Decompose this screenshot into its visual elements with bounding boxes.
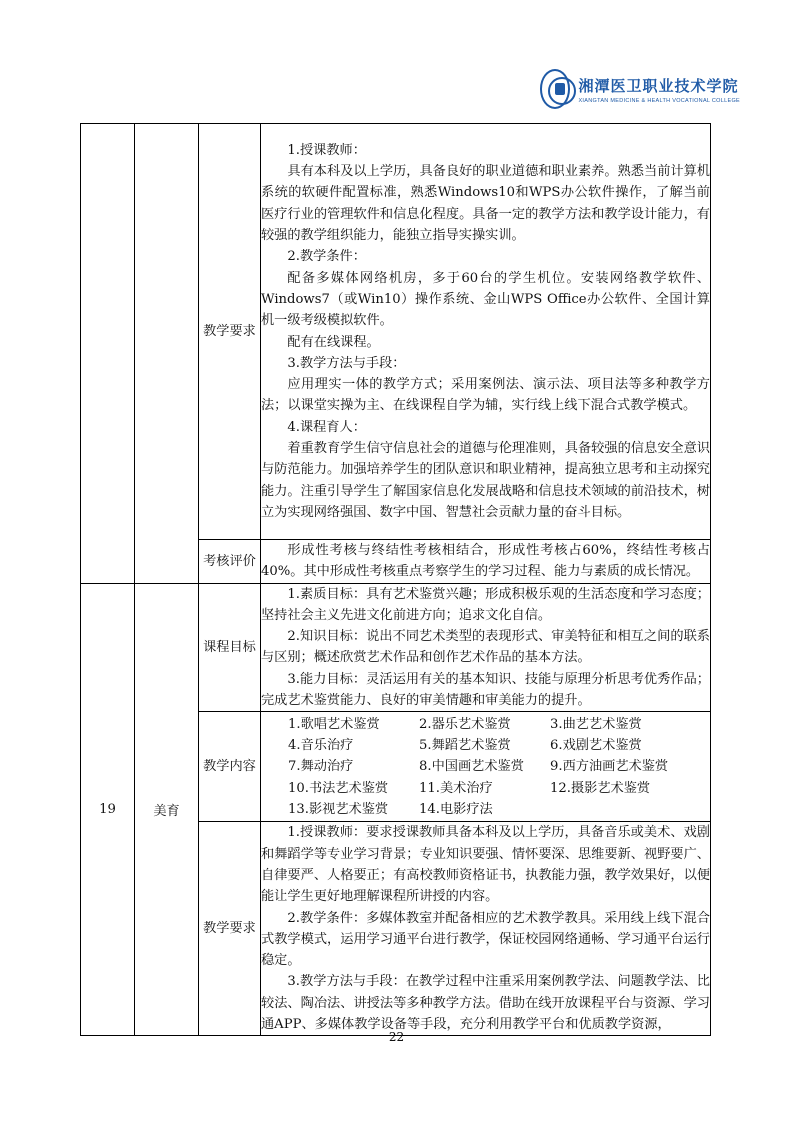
requirements-label-cell: [199, 822, 261, 1036]
school-logo: [540, 66, 740, 112]
list-item: 13.影视艺术鉴赏: [288, 801, 389, 817]
curriculum-table: [80, 123, 711, 1036]
requirements-body: [261, 124, 711, 540]
paragraph: 形成性考核与终结性考核相结合，形成性考核占60%，终结性考核占40%。其中形成性考核重点考察学生的学习过程、能力与素质的成长情况。: [261, 543, 710, 580]
school-name-en: XIANGTAN MEDICINE & HEALTH VOCATIONAL COLLEGE: [578, 97, 740, 104]
content-body: [261, 712, 711, 822]
paragraph: 3.教学方法与手段：: [287, 355, 406, 371]
prev-course-number-cell: [81, 124, 135, 584]
list-item: 6.戏剧艺术鉴赏: [550, 737, 642, 753]
content-list: [261, 714, 710, 820]
paragraph: 具有本科及以上学历，具备良好的职业道德和职业素养。熟悉当前计算机系统的软硬件配置标准，熟悉Windows10和WPS办公软件操作，了解当前医疗行业的管理软件和信息化程度。具备一定的教学方法和教学设计能力，有较强的教学组织能力，能独立指导实操实训。: [261, 164, 710, 244]
list-item: 14.电影疗法: [419, 801, 493, 817]
paragraph: 应用理实一体的教学方式；采用案例法、演示法、项目法等多种教学方法；以课堂实操为主、在线课程自学为辅，实行线上线下混合式教学模式。: [261, 377, 710, 414]
prev-course-name-cell: [135, 124, 199, 584]
list-item: 9.西方油画艺术鉴赏: [550, 759, 669, 775]
paragraph: 1.授课教师：: [287, 142, 366, 158]
paragraph: 2.知识目标：说出不同艺术类型的表现形式、审美特征和相互之间的联系与区别；概述欣赏艺术作品和创作艺术作品的基本方法。: [261, 629, 710, 666]
list-item: 4.音乐治疗: [288, 737, 354, 753]
list-item: 1.歌唱艺术鉴赏: [288, 716, 380, 732]
paragraph: 2.教学条件：: [287, 249, 366, 265]
list-item: 11.美术治疗: [419, 780, 493, 796]
list-item: 10.书法艺术鉴赏: [288, 780, 389, 796]
paragraph: 3.能力目标：灵活运用有关的基本知识、技能与原理分析思考优秀作品；完成艺术鉴赏能力、良好的审美情趣和审美能力的提升。: [261, 671, 710, 709]
objectives-label-cell: [199, 583, 261, 712]
list-item: 3.曲艺艺术鉴赏: [550, 716, 642, 732]
course-name: 美育: [135, 583, 199, 1036]
content-label: 教学内容: [203, 759, 256, 775]
objectives-body: [261, 583, 711, 712]
list-item: 8.中国画艺术鉴赏: [419, 759, 524, 775]
assessment-label: 考核评价: [203, 553, 256, 569]
course-number: 19: [81, 583, 135, 1036]
requirements-body: [261, 822, 711, 1036]
assessment-label-cell: [199, 540, 261, 584]
paragraph: 配有在线课程。: [287, 334, 380, 350]
requirements-label-cell: [199, 124, 261, 540]
paragraph: 1.素质目标：具有艺术鉴赏兴趣；形成积极乐观的生活态度和学习态度；坚持社会主义先进文化前进方向；追求文化自信。: [261, 586, 710, 623]
list-item: 2.器乐艺术鉴赏: [419, 716, 511, 732]
paragraph: 2.教学条件：多媒体教室并配备相应的艺术教学教具。采用线上线下混合式教学模式，运用学习通平台进行教学，保证校园网络通畅、学习通平台运行稳定。: [261, 910, 710, 969]
requirements-label: 教学要求: [203, 324, 256, 339]
table-row: [81, 583, 711, 712]
objectives-label: 课程目标: [203, 639, 256, 655]
list-item: 7.舞动治疗: [288, 759, 354, 775]
paragraph: 着重教育学生信守信息社会的道德与伦理准则，具备较强的信息安全意识与防范能力。加强培养学生的团队意识和职业精神，提高独立思考和主动探究能力。注重引导学生了解国家信息化发展战略和信息技术领域的前沿技术，树立为实现网络强国、数字中国、智慧社会贡献力量的奋斗目标。: [261, 440, 710, 520]
requirements-label: 教学要求: [203, 921, 256, 937]
page-number: 22: [388, 1030, 405, 1044]
school-name-cn: 湘潭医卫职业技术学院: [578, 76, 739, 95]
school-seal-icon: [540, 69, 570, 109]
paragraph: 4.课程育人：: [287, 419, 366, 435]
list-item: 5.舞蹈艺术鉴赏: [419, 737, 511, 753]
assessment-body: [261, 540, 711, 584]
paragraph: 配备多媒体网络机房，多于60台的学生机位。安装网络教学软件、Windows7（或Win10）操作系统、金山WPS Office办公软件、全国计算机一级考级模拟软件。: [261, 270, 710, 329]
paragraph: 1.授课教师：要求授课教师具备本科及以上学历，具备音乐或美术、戏剧和舞蹈学等专业学习背景；专业知识要强、情怀要深、思维要新、视野要广、自律要严、人格要正；有高校教师资格证书，执教能力强，教学效果好，以便能让学生更好地理解课程所讲授的内容。: [261, 825, 710, 905]
paragraph: 3.教学方法与手段：在教学过程中注重采用案例教学法、问题教学法、比较法、陶冶法、讲授法等多种教学方法。借助在线开放课程平台与资源、学习通APP、多媒体教学设备等手段，充分利用教学平台和优质教学资源，: [261, 974, 710, 1033]
list-item: 12.摄影艺术鉴赏: [550, 780, 651, 796]
table-row: [81, 124, 711, 540]
content-label-cell: [199, 712, 261, 822]
